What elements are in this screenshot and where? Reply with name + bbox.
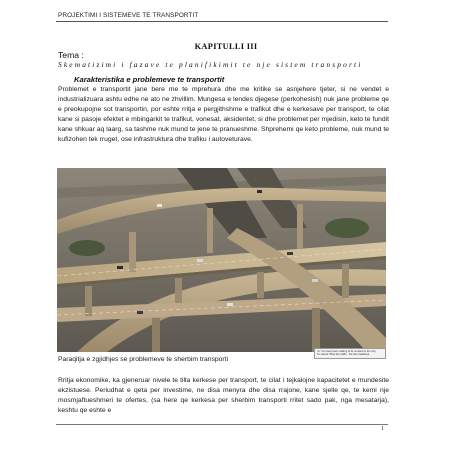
body-paragraph-2: Rritja ekonomike, ka gjeneruar nivele te tilla kerkese per transport, te cilat i tejkalojne kapacitetet e mundesite ekzistuese. Periudhat e qeta per investime, ne disa menyra dhe disa rrajone, kane sjelle qe, te kemi nje mosmjaftueshmeri te ofertes, (sa here qe kerkesa per sherbim transporti rritet sado pak, nga mesatarja), keshtu qe eshte e bbox=[58, 377, 389, 414]
highway-interchange-illustration bbox=[57, 168, 386, 352]
header-rule bbox=[56, 21, 388, 22]
figure-caption: Paraqitja e zgjidhjes se problemeve te sherbim transporti bbox=[58, 356, 228, 363]
running-header: PROJEKTIMI I SISTEMEVE TE TRANSPORTIT bbox=[58, 12, 199, 19]
tema-subject: Skematizimi i fazave te planifikimit te nje sistem transporti bbox=[58, 60, 363, 69]
figure-inset-note bbox=[314, 348, 386, 359]
figure-inset-line-1: Ju: You have been waiting to be smoked in the City. bbox=[317, 350, 377, 353]
body-paragraph-1: Problemet e transportit jane bere me te mprehura dhe me kritike se asnjehere tjeter, si ne vendet e industrializuara ashtu edhe ne ato ne zhvillim. Mungesa e lendes djegese (perkohesish) nuk jane probleme qe e preokupojne sot transportin, por eshte rritja e pergjithshme e trafikut dhe e kerkesave per transport, te cilat kane si pasoje efektet e mbingarkit te trafikut, vonesat, aksidentet, si dhe problemet per mjedisin, keto te fundit kane shkuar aq laarg, sa tashme nuk mund te jene te pranueshme. Shprehemi qe keto probleme, nuk mund te kufizohen tek rruget, ose infrastruktura dhe trafiku i autoveturave. bbox=[58, 86, 389, 143]
tema-label: Tema : bbox=[58, 50, 84, 60]
chapter-title: KAPITULLI III bbox=[194, 42, 258, 51]
figure-inset-line-2: Tu solved: Blow the traffic - the fast roadways. bbox=[317, 353, 370, 357]
footer-rule bbox=[56, 424, 388, 425]
page-number: 1 bbox=[381, 426, 384, 432]
section-title: Karakteristika e problemeve te transportit bbox=[74, 75, 225, 84]
highway-interchange-photo bbox=[57, 168, 386, 352]
